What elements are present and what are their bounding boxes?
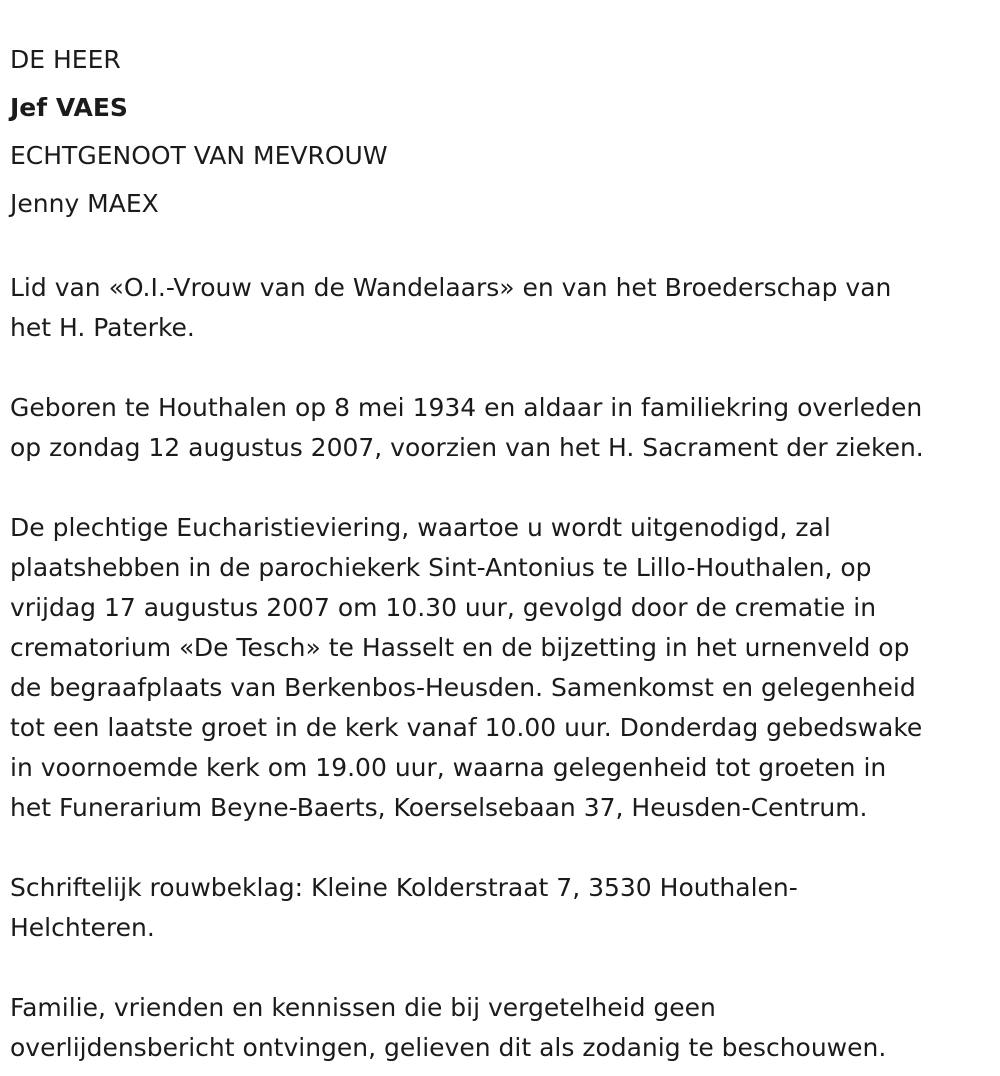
notice-paragraph xyxy=(10,988,990,1068)
relation-line: ECHTGENOOT VAN MEVROUW xyxy=(10,141,388,170)
condolences-line: Schriftelijk rouwbeklag: Kleine Kolderstraat 7, 3530 Houthalen- xyxy=(10,873,798,902)
ceremony-line: in voornoemde kerk om 19.00 uur, waarna gelegenheid tot groeten in xyxy=(10,753,887,782)
membership-line: het H. Paterke. xyxy=(10,313,195,342)
ceremony-paragraph xyxy=(10,508,990,828)
ceremony-line: crematorium «De Tesch» te Hasselt en de bijzetting in het urnenveld op xyxy=(10,633,910,662)
deceased-name: Jef VAES xyxy=(10,93,128,122)
condolences-paragraph xyxy=(10,868,990,948)
ceremony-line: plaatshebben in de parochiekerk Sint-Antonius te Lillo-Houthalen, op xyxy=(10,553,872,582)
ceremony-line: De plechtige Eucharistieviering, waartoe u wordt uitgenodigd, zal xyxy=(10,513,831,542)
ceremony-line: het Funerarium Beyne-Baerts, Koerselsebaan 37, Heusden-Centrum. xyxy=(10,793,868,822)
membership-line: Lid van «O.I.-Vrouw van de Wandelaars» en van het Broederschap van xyxy=(10,273,892,302)
obituary-header xyxy=(10,36,990,228)
ceremony-line: vrijdag 17 augustus 2007 om 10.30 uur, gevolgd door de crematie in xyxy=(10,593,877,622)
birth-death-paragraph xyxy=(10,388,990,468)
title-prefix: DE HEER xyxy=(10,45,121,74)
condolences-line: Helchteren. xyxy=(10,913,155,942)
notice-line: Familie, vrienden en kennissen die bij vergetelheid geen xyxy=(10,993,716,1022)
obituary-notice xyxy=(10,36,990,1068)
spouse-name: Jenny MAEX xyxy=(10,189,159,218)
notice-line: overlijdensbericht ontvingen, gelieven dit als zodanig te beschouwen. xyxy=(10,1033,887,1062)
membership-paragraph xyxy=(10,268,990,348)
ceremony-line: tot een laatste groet in de kerk vanaf 10.00 uur. Donderdag gebedswake xyxy=(10,713,923,742)
ceremony-line: de begraafplaats van Berkenbos-Heusden. Samenkomst en gelegenheid xyxy=(10,673,916,702)
birth-death-line: Geboren te Houthalen op 8 mei 1934 en aldaar in familiekring overleden xyxy=(10,393,923,422)
birth-death-line: op zondag 12 augustus 2007, voorzien van het H. Sacrament der zieken. xyxy=(10,433,924,462)
